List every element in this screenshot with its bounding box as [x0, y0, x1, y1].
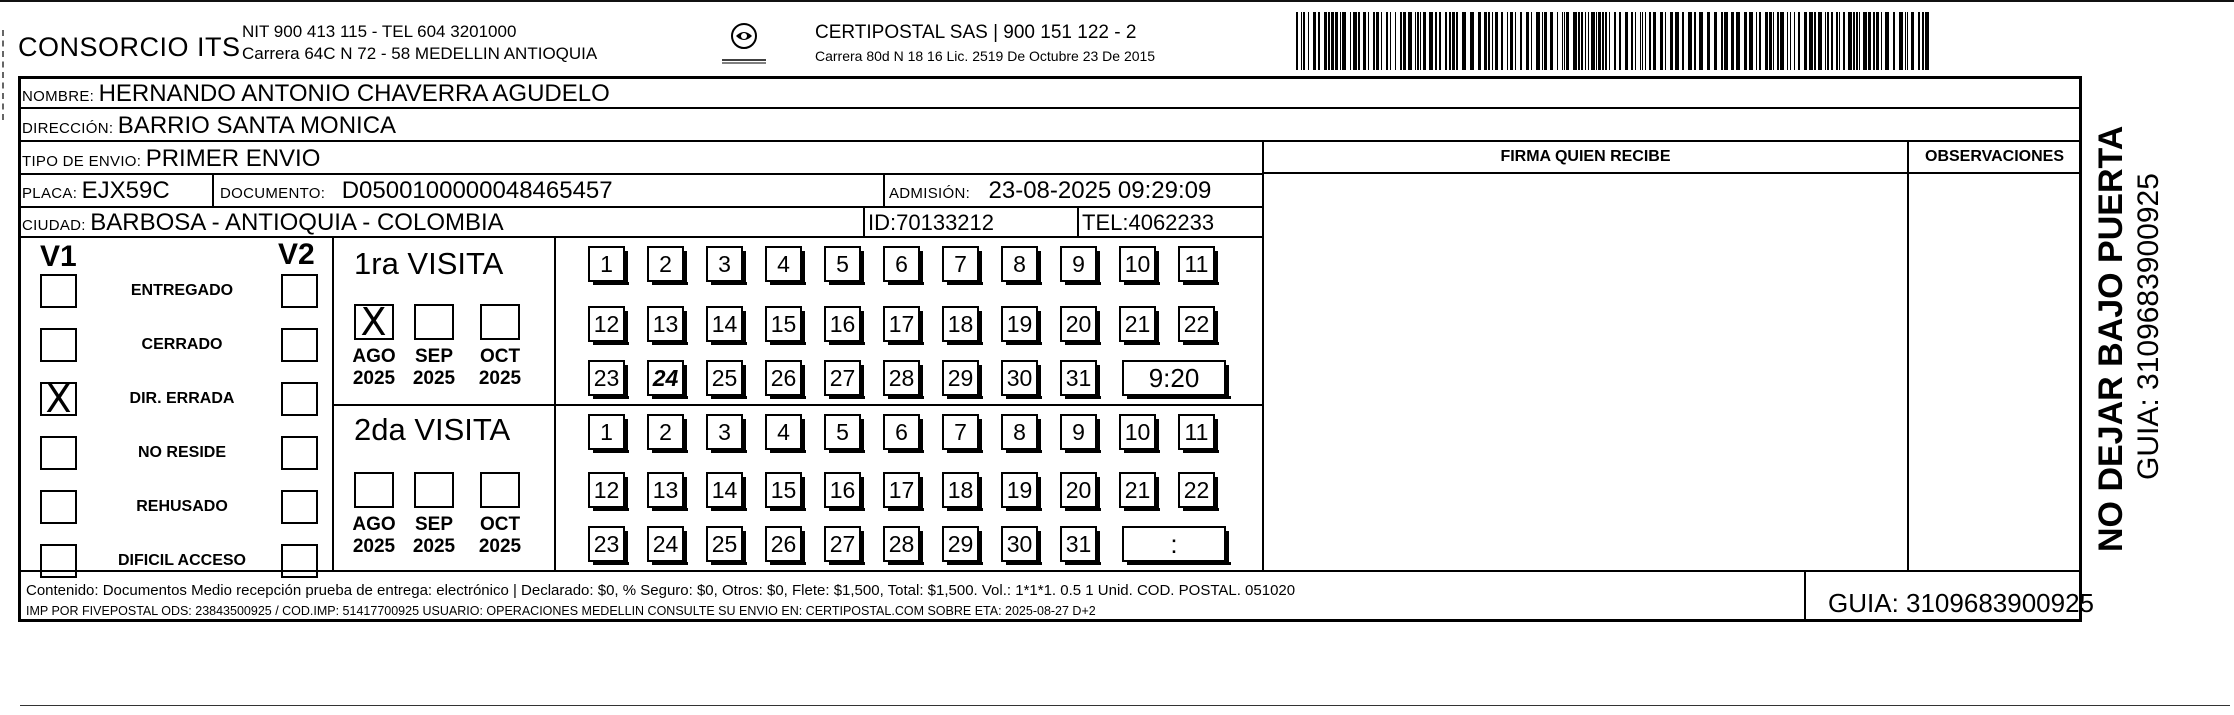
- nombre-row: [22, 80, 610, 108]
- v2-checkbox[interactable]: [281, 274, 318, 308]
- visit2-month-label: AGO: [352, 514, 396, 535]
- visit2-day-1[interactable]: 1: [588, 414, 625, 450]
- divider-placa: [212, 173, 214, 206]
- visit1-day-3[interactable]: 3: [706, 246, 743, 282]
- visit1-day-4[interactable]: 4: [765, 246, 802, 282]
- visit1-year-label: 2025: [352, 368, 396, 389]
- visit2-day-6[interactable]: 6: [883, 414, 920, 450]
- visit1-day-21[interactable]: 21: [1119, 306, 1156, 342]
- visit2-day-28[interactable]: 28: [883, 526, 920, 562]
- visit2-day-5[interactable]: 5: [824, 414, 861, 450]
- admision-label: ADMISIÓN:: [889, 185, 971, 202]
- visit2-day-20[interactable]: 20: [1060, 472, 1097, 508]
- visit1-month-checkbox[interactable]: [414, 304, 454, 340]
- v2-checkbox[interactable]: [281, 544, 318, 578]
- company-nit-line: NIT 900 413 115 - TEL 604 3201000: [242, 22, 517, 41]
- admision-value: 23-08-2025 09:29:09: [988, 177, 1212, 204]
- visit1-day-2[interactable]: 2: [647, 246, 684, 282]
- visit1-day-10[interactable]: 10: [1119, 246, 1156, 282]
- divider-days: [554, 236, 556, 570]
- visit1-day-30[interactable]: 30: [1001, 360, 1038, 396]
- divider-id: [863, 206, 865, 236]
- visit1-day-28[interactable]: 28: [883, 360, 920, 396]
- visit2-year-label: 2025: [352, 536, 396, 557]
- visit1-day-29[interactable]: 29: [942, 360, 979, 396]
- visit1-day-12[interactable]: 12: [588, 306, 625, 342]
- courier-nit-line: CERTIPOSTAL SAS | 900 151 122 - 2: [815, 22, 1137, 43]
- visit2-day-16[interactable]: 16: [824, 472, 861, 508]
- firma-column-header: FIRMA QUIEN RECIBE: [1500, 148, 1671, 165]
- side-warning-text: NO DEJAR BAJO PUERTA: [2092, 125, 2130, 552]
- visit2-day-26[interactable]: 26: [765, 526, 802, 562]
- divider-observaciones: [1907, 140, 1909, 570]
- visit2-day-22[interactable]: 22: [1178, 472, 1215, 508]
- visit2-day-10[interactable]: 10: [1119, 414, 1156, 450]
- divider-tel: [1077, 206, 1079, 236]
- visit2-day-3[interactable]: 3: [706, 414, 743, 450]
- v1-header: V1: [40, 240, 77, 273]
- documento-row: [220, 177, 613, 205]
- visit2-day-9[interactable]: 9: [1060, 414, 1097, 450]
- visit1-day-11[interactable]: 11: [1178, 246, 1215, 282]
- rule-visit-split: [332, 404, 1264, 406]
- visit2-year-label: 2025: [412, 536, 456, 557]
- visit1-day-20[interactable]: 20: [1060, 306, 1097, 342]
- visit1-time-field[interactable]: 9:20: [1122, 360, 1226, 396]
- footer-content-line: Contenido: Documentos Medio recepción prueba de entrega: electrónico | Declarado: $0, % Seguro: $0, Otros: $0, Flete: $1,500, Total: $1,500. Vol.: 1*1*1. 0.5 1 Unid. COD. POSTAL. 051020: [26, 582, 1296, 599]
- tipo-row: [22, 145, 320, 173]
- status-label: REHUSADO: [136, 498, 228, 515]
- visit2-year-label: 2025: [478, 536, 522, 557]
- tel-value: 4062233: [1128, 210, 1215, 235]
- nombre-label: NOMBRE:: [22, 88, 95, 105]
- visit1-title: 1ra VISITA: [354, 246, 504, 281]
- ciudad-value: BARBOSA - ANTIOQUIA - COLOMBIA: [90, 209, 504, 236]
- rule-column-heads: [1262, 172, 2082, 174]
- visit1-month-label: AGO: [352, 346, 396, 367]
- admision-row: [889, 177, 1211, 205]
- ciudad-row: [22, 209, 504, 237]
- rule-footer: [18, 570, 2082, 572]
- visit2-day-18[interactable]: 18: [942, 472, 979, 508]
- company-name: CONSORCIO ITS: [18, 32, 241, 62]
- placa-row: [22, 177, 170, 205]
- status-label: CERRADO: [141, 336, 223, 353]
- visit2-day-19[interactable]: 19: [1001, 472, 1038, 508]
- direccion-value: BARRIO SANTA MONICA: [117, 112, 397, 139]
- direccion-row: [22, 112, 396, 140]
- top-border-rule: [0, 0, 2234, 2]
- visit1-day-5[interactable]: 5: [824, 246, 861, 282]
- visit1-day-7[interactable]: 7: [942, 246, 979, 282]
- visit1-year-label: 2025: [412, 368, 456, 389]
- visit2-day-4[interactable]: 4: [765, 414, 802, 450]
- visit2-month-checkbox[interactable]: [480, 472, 520, 508]
- visit2-month-label: OCT: [479, 514, 521, 535]
- visit1-month-label: OCT: [479, 346, 521, 367]
- direccion-label: DIRECCIÓN:: [22, 120, 114, 137]
- visit2-day-27[interactable]: 27: [824, 526, 861, 562]
- status-label: DIFICIL ACCESO: [117, 552, 246, 569]
- visit2-day-12[interactable]: 12: [588, 472, 625, 508]
- visit1-day-1[interactable]: 1: [588, 246, 625, 282]
- visit2-day-31[interactable]: 31: [1060, 526, 1097, 562]
- rule-direccion: [18, 140, 2082, 142]
- visit1-year-label: 2025: [478, 368, 522, 389]
- divider-footer-guia: [1804, 570, 1806, 622]
- tipo-label: TIPO DE ENVIO:: [22, 153, 142, 170]
- visit2-day-8[interactable]: 8: [1001, 414, 1038, 450]
- visit2-day-7[interactable]: 7: [942, 414, 979, 450]
- visit1-month-label: SEP: [414, 346, 454, 367]
- id-label: ID:: [868, 210, 897, 235]
- v2-checkbox[interactable]: [281, 436, 318, 470]
- visit1-day-9[interactable]: 9: [1060, 246, 1097, 282]
- placa-value: EJX59C: [81, 177, 170, 204]
- footer-guia-number: GUIA: 3109683900925: [1828, 588, 2094, 618]
- visit1-day-31[interactable]: 31: [1060, 360, 1097, 396]
- visit2-day-30[interactable]: 30: [1001, 526, 1038, 562]
- tipo-value: PRIMER ENVIO: [145, 145, 321, 172]
- visit2-day-13[interactable]: 13: [647, 472, 684, 508]
- visit2-time-field[interactable]: :: [1122, 526, 1226, 562]
- visit2-day-24[interactable]: 24: [647, 526, 684, 562]
- status-label: NO RESIDE: [137, 444, 226, 461]
- company-address-line: Carrera 64C N 72 - 58 MEDELLIN ANTIOQUIA: [242, 44, 598, 63]
- divider-right: [2080, 140, 2082, 622]
- visit1-day-18[interactable]: 18: [942, 306, 979, 342]
- visit2-day-29[interactable]: 29: [942, 526, 979, 562]
- visit2-month-label: SEP: [414, 514, 454, 535]
- divider-firma: [1262, 140, 1264, 570]
- v2-header: V2: [278, 238, 315, 271]
- visit1-day-13[interactable]: 13: [647, 306, 684, 342]
- v2-checkbox[interactable]: [281, 382, 318, 416]
- observaciones-column-header: OBSERVACIONES: [1925, 148, 2064, 165]
- visit1-day-27[interactable]: 27: [824, 360, 861, 396]
- visit1-day-14[interactable]: 14: [706, 306, 743, 342]
- v2-checkbox[interactable]: [281, 328, 318, 362]
- visit1-day-16[interactable]: 16: [824, 306, 861, 342]
- visit2-day-21[interactable]: 21: [1119, 472, 1156, 508]
- status-label: DIR. ERRADA: [129, 390, 235, 407]
- visit2-day-2[interactable]: 2: [647, 414, 684, 450]
- id-value: 70133212: [896, 210, 995, 235]
- visit1-day-19[interactable]: 19: [1001, 306, 1038, 342]
- visit2-day-15[interactable]: 15: [765, 472, 802, 508]
- visit1-day-26[interactable]: 26: [765, 360, 802, 396]
- visit1-day-25[interactable]: 25: [706, 360, 743, 396]
- visit1-day-24[interactable]: 24: [647, 360, 684, 396]
- tel-row: [1082, 210, 1214, 236]
- rule-tipo: [18, 173, 1264, 175]
- divider-visits: [332, 236, 334, 570]
- placa-label: PLACA:: [22, 185, 78, 202]
- visit2-day-11[interactable]: 11: [1178, 414, 1215, 450]
- visit1-month-checkbox[interactable]: [480, 304, 520, 340]
- nombre-value: HERNANDO ANTONIO CHAVERRA AGUDELO: [98, 80, 610, 107]
- courier-address-line: Carrera 80d N 18 16 Lic. 2519 De Octubre 23 De 2015: [815, 48, 1156, 64]
- documento-value: D0500100000048465457: [341, 177, 613, 204]
- ciudad-label: CIUDAD:: [22, 217, 86, 234]
- barcode-image: [1296, 12, 1932, 70]
- visit1-day-8[interactable]: 8: [1001, 246, 1038, 282]
- bottom-rule: [20, 705, 2230, 706]
- visit1-day-6[interactable]: 6: [883, 246, 920, 282]
- divider-admision: [883, 173, 885, 206]
- id-row: [868, 210, 994, 236]
- side-guia-text: GUIA: 3109683900925: [2132, 173, 2165, 480]
- visit1-day-23[interactable]: 23: [588, 360, 625, 396]
- visit2-title: 2da VISITA: [354, 412, 511, 447]
- v2-checkbox[interactable]: [281, 490, 318, 524]
- visit1-day-22[interactable]: 22: [1178, 306, 1215, 342]
- visit1-day-17[interactable]: 17: [883, 306, 920, 342]
- visit2-month-checkbox[interactable]: [414, 472, 454, 508]
- v1-check-mark: X: [45, 377, 72, 421]
- status-label: ENTREGADO: [130, 282, 234, 299]
- documento-label: DOCUMENTO:: [220, 185, 326, 202]
- visit2-day-14[interactable]: 14: [706, 472, 743, 508]
- visit2-month-checkbox[interactable]: [354, 472, 394, 508]
- visit2-day-17[interactable]: 17: [883, 472, 920, 508]
- visit2-day-25[interactable]: 25: [706, 526, 743, 562]
- margin-dash-line: [2, 30, 4, 120]
- visit1-month-mark: X: [360, 300, 387, 344]
- visit1-day-15[interactable]: 15: [765, 306, 802, 342]
- footer-print-line: IMP POR FIVEPOSTAL ODS: 23843500925 / COD.IMP: 51417700925 USUARIO: OPERACIONES MEDELLIN CONSULTE SU ENVIO EN: CERTIPOSTAL.COM SOBRE ETA: 2025-08-27 D+2: [26, 604, 1096, 618]
- tel-label: TEL:: [1082, 210, 1129, 235]
- visit2-day-23[interactable]: 23: [588, 526, 625, 562]
- certipostal-logo-icon: [714, 20, 774, 68]
